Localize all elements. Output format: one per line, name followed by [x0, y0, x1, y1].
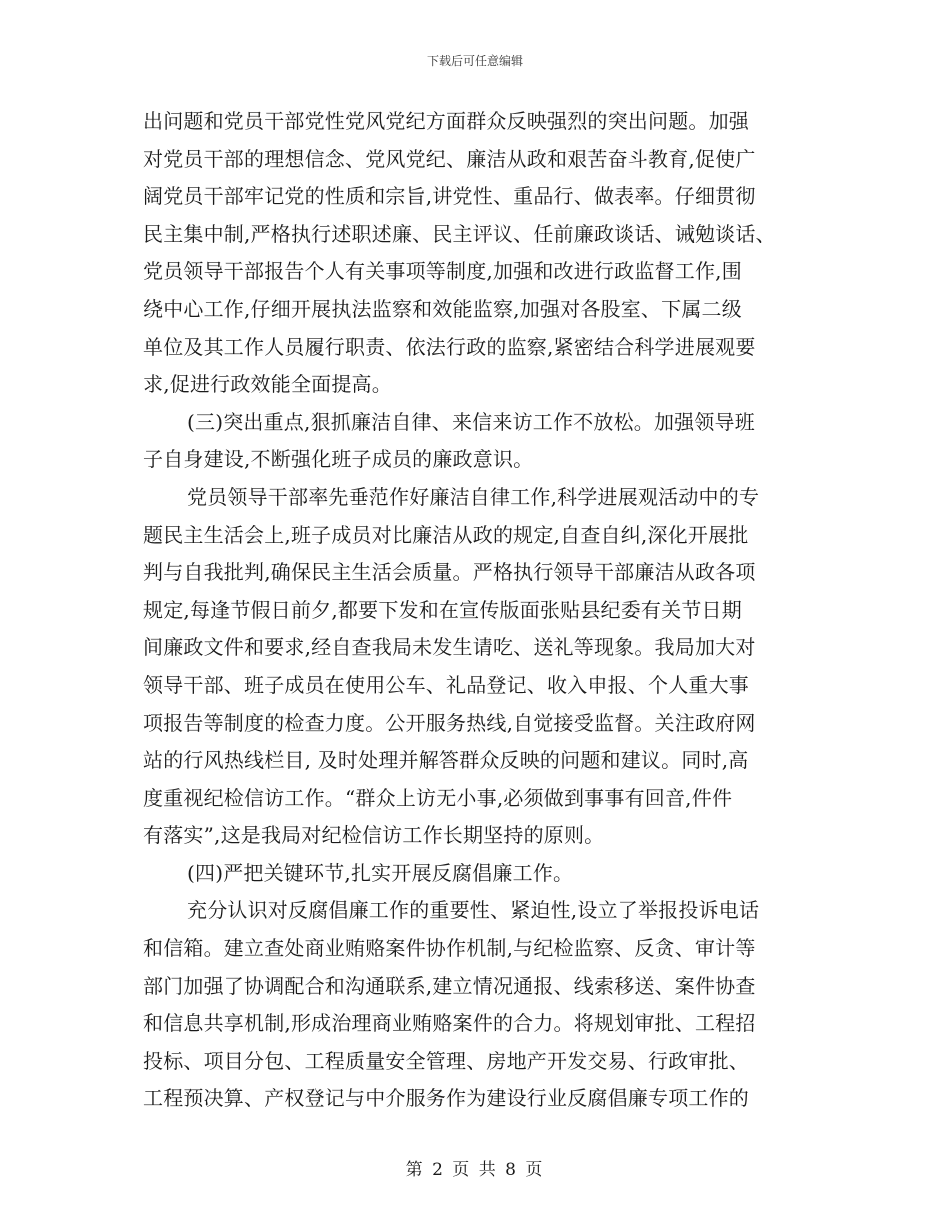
- text-line: 有落实”,这是我局对纪检信访工作长期坚持的原则。: [143, 823, 605, 848]
- text-line: 出问题和党员干部党性党风党纪方面群众反映强烈的突出问题。加强: [143, 109, 749, 133]
- text-line: 站的行风热线栏目, 及时处理并解答群众反映的问题和建议。同时,高: [143, 748, 749, 773]
- text-line: 对党员干部的理想信念、党风党纪、廉洁从政和艰苦奋斗教育,促使广: [143, 146, 756, 171]
- text-line: 工程预决算、产权登记与中介服务作为建设行业反腐倡廉专项工作的: [143, 1086, 749, 1111]
- text-line: 民主集中制,严格执行述职述廉、民主评议、任前廉政谈话、诫勉谈话、: [143, 221, 776, 246]
- text-line: 规定,每逢节假日前夕,都要下发和在宣传版面张贴县纪委有关节日期: [143, 597, 742, 622]
- text-line: 项报告等制度的检查力度。公开服务热线,自觉接受监督。关注政府网: [143, 710, 756, 735]
- paragraph-start-line: 党员领导干部率先垂范作好廉洁自律工作,科学进展观活动中的专: [187, 484, 760, 509]
- text-line: 单位及其工作人员履行职责、依法行政的监察,紧密结合科学进展观要: [143, 334, 756, 359]
- text-line: 绕中心工作,仔细开展执法监察和效能监察,加强对各股室、下属二级: [143, 296, 742, 321]
- body-text: [143, 103, 813, 1118]
- section-heading-line: (四)严把关键环节,扎实开展反腐倡廉工作。: [187, 860, 574, 885]
- paragraph-start-line: 充分认识对反腐倡廉工作的重要性、紧迫性,设立了举报投诉电话: [187, 898, 760, 923]
- text-line: 求,促进行政效能全面提高。: [143, 372, 392, 397]
- text-line: 和信箱。建立查处商业贿赂案件协作机制,与纪检监察、反贪、审计等: [143, 936, 756, 961]
- page-header: 下载后可任意编辑: [426, 54, 523, 68]
- text-line: 判与自我批判,确保民主生活会质量。严格执行领导干部廉洁从政各项: [143, 560, 756, 585]
- page-footer-page-number: 第 2 页 共 8 页: [405, 1160, 545, 1180]
- section-heading-line: (三)突出重点,狠抓廉洁自律、来信来访工作不放松。加强领导班: [187, 409, 755, 434]
- text-line: 部门加强了协调配合和沟通联系,建立情况通报、线索移送、案件协查: [143, 973, 756, 998]
- text-line: 和信息共享机制,形成治理商业贿赂案件的合力。将规划审批、工程招: [143, 1011, 756, 1036]
- text-line: 题民主生活会上,班子成员对比廉洁从政的规定,自查自纠,深化开展批: [143, 522, 749, 547]
- text-line: 投标、项目分包、工程质量安全管理、房地产开发交易、行政审批、: [143, 1048, 749, 1073]
- text-line: 度重视纪检信访工作。“群众上访无小事,必须做到事事有回音,件件: [143, 785, 733, 810]
- text-line: 领导干部、班子成员在使用公车、礼品登记、收入申报、个人重大事: [143, 672, 749, 697]
- text-line: 间廉政文件和要求,经自查我局未发生请吃、送礼等现象。我局加大对: [143, 635, 756, 660]
- text-line: 党员领导干部报告个人有关事项等制度,加强和改进行政监督工作,围: [143, 259, 742, 284]
- text-line: 阔党员干部牢记党的性质和宗旨,讲党性、重品行、做表率。仔细贯彻: [143, 184, 756, 209]
- text-line: 子自身建设,不断强化班子成员的廉政意识。: [143, 447, 534, 472]
